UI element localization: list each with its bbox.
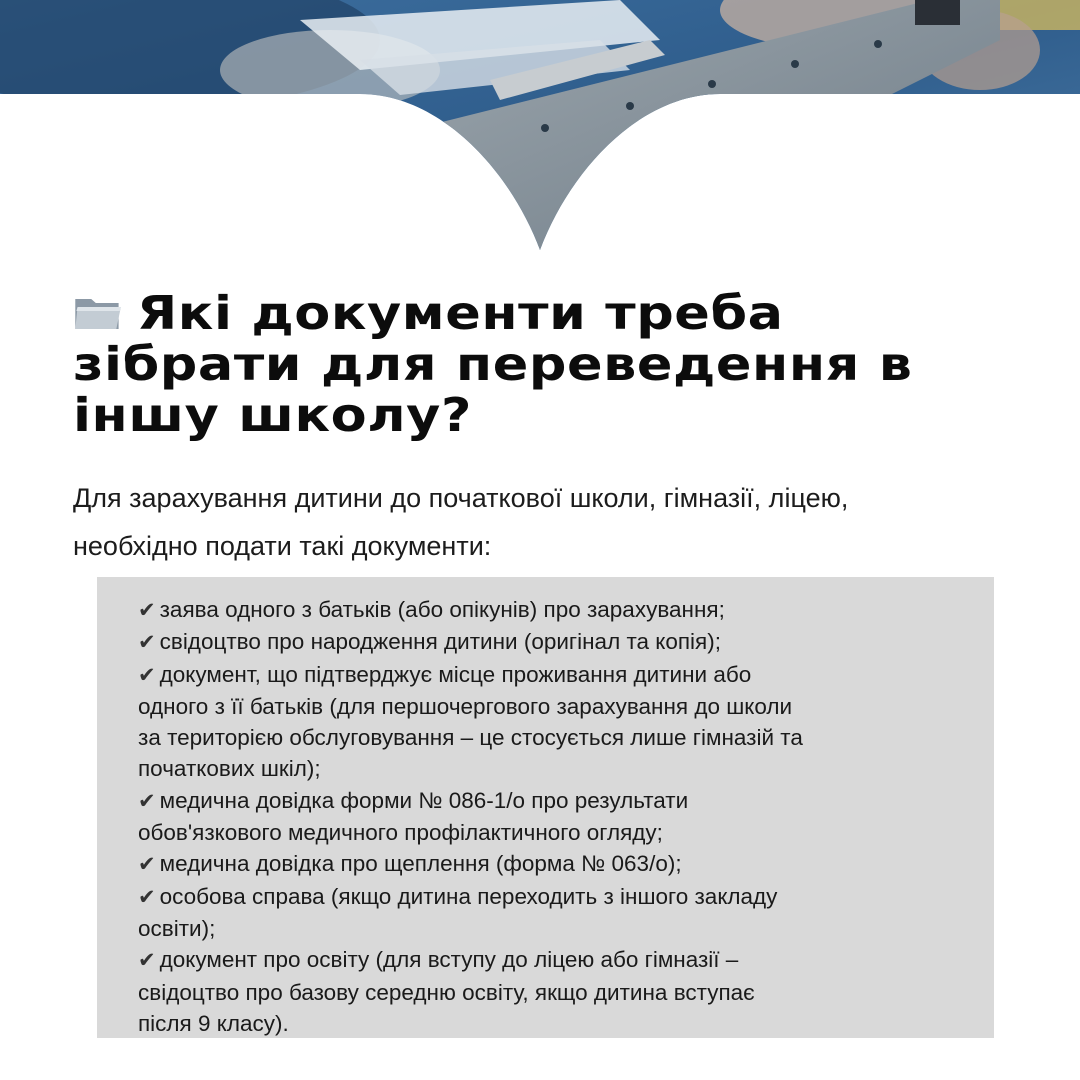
page-title (73, 288, 1080, 441)
folder-icon (73, 292, 123, 332)
intro-line-1: Для зарахування дитини до початкової школи, гімназії, ліцею, (73, 483, 849, 513)
check-icon: ✔ (138, 630, 156, 655)
header-photo (0, 0, 1080, 260)
list-item: ✔ медична довідка про щеплення (форма № 063/о); (138, 851, 682, 877)
check-icon: ✔ (138, 662, 156, 687)
list-item: ✔ свідоцтво про народження дитини (оригінал та копія); (138, 629, 721, 655)
title-line-2: зібрати для переведення в (73, 337, 913, 391)
intro-paragraph (73, 474, 1033, 570)
check-icon: ✔ (138, 884, 156, 909)
check-icon: ✔ (138, 598, 156, 622)
folder-files-photo (0, 0, 1080, 260)
title-line-1: Які документи треба (136, 286, 784, 340)
list-item: ✔ документ, що підтверджує місце проживання дитини або одного з її батьків (для першочергового зарахування до школи за територією обслуговування – це стосується лише гімназій та початкових шкіл); (138, 661, 803, 782)
check-icon: ✔ (138, 948, 156, 973)
list-item: ✔ медична довідка форми № 086-1/о про результати обов'язкового медичного профілактичного огляду; (138, 787, 689, 846)
intro-line-2: необхідно подати такі документи: (73, 531, 492, 561)
documents-box (97, 577, 994, 1038)
list-item: ✔ заява одного з батьків (або опікунів) про зарахування; (138, 597, 725, 622)
check-icon: ✔ (138, 852, 156, 877)
documents-list (97, 577, 994, 1039)
list-item: ✔ особова справа (якщо дитина переходить з іншого закладу освіти); (138, 883, 778, 941)
list-item: ✔ документ про освіту (для вступу до ліцею або гімназії – свідоцтво про базову середню освіту, якщо дитина вступає після 9 класу). (138, 947, 755, 1036)
title-line-3: іншу школу? (73, 388, 472, 442)
check-icon: ✔ (138, 788, 156, 813)
